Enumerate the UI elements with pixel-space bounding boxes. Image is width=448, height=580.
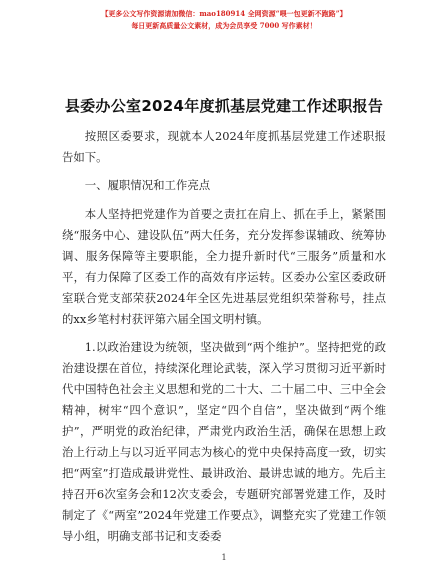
body-paragraph: 本人坚持把党建作为首要之责扛在肩上、抓在手上，紧紧围绕“服务中心、建设队伍”两大任务，充分发挥参谋辅政、统筹协调、服务保障等主要职能，全力提升新时代“三服务”质量和水平，有力保障了区委工作的高效有序运转。区委办公室区委政研室联合党支部荣获2024年全区先进基层党组织荣誉称号，挂点的xx乡笔村村获评第六届全国文明村镇。 — [62, 207, 386, 326]
body-paragraph: 1.以政治建设为统领，坚决做到“两个维护”。坚持把党的政治建设摆在首位，持续深化理论武装，深入学习贯彻习近平新时代中国特色社会主义思想和党的二十大、二十届二中、三中全会精神，树牢“四个意识”，坚定“四个自信”，坚决做到“两个维护”，严明党的政治纪律，严肃党内政治生活，确保在思想上政治上行动上与以习近平同志为核心的党中央保持高度一致，切实把“两室”打造成最讲党性、最讲政治、最讲忠诚的地方。先后主持召开6次室务会和12次支委会，专题研究部署党建工作，及时制定了《“两室”2024年党建工作要点》，调整充实了党建工作领导小组，明确支部书记和支委委 — [62, 340, 386, 543]
document-title: 县委办公室2024年度抓基层党建工作述职报告 — [64, 97, 384, 115]
promo-banner-line-1: 【更多公文写作资源请加微信：mao180914 全网资源“喂一包更新不跑路”】 — [101, 9, 347, 18]
promo-banner-line-2: 每日更新高质量公文素材，成为会员享受 7000 写作素材！ — [131, 21, 317, 30]
document-body — [62, 126, 386, 547]
section-heading: 一、履职情况和工作亮点 — [84, 178, 211, 192]
page-number: 1 — [221, 553, 227, 562]
intro-paragraph: 按照区委要求，现就本人2024年度抓基层党建工作述职报告如下。 — [62, 129, 386, 164]
promo-banner — [0, 8, 448, 32]
